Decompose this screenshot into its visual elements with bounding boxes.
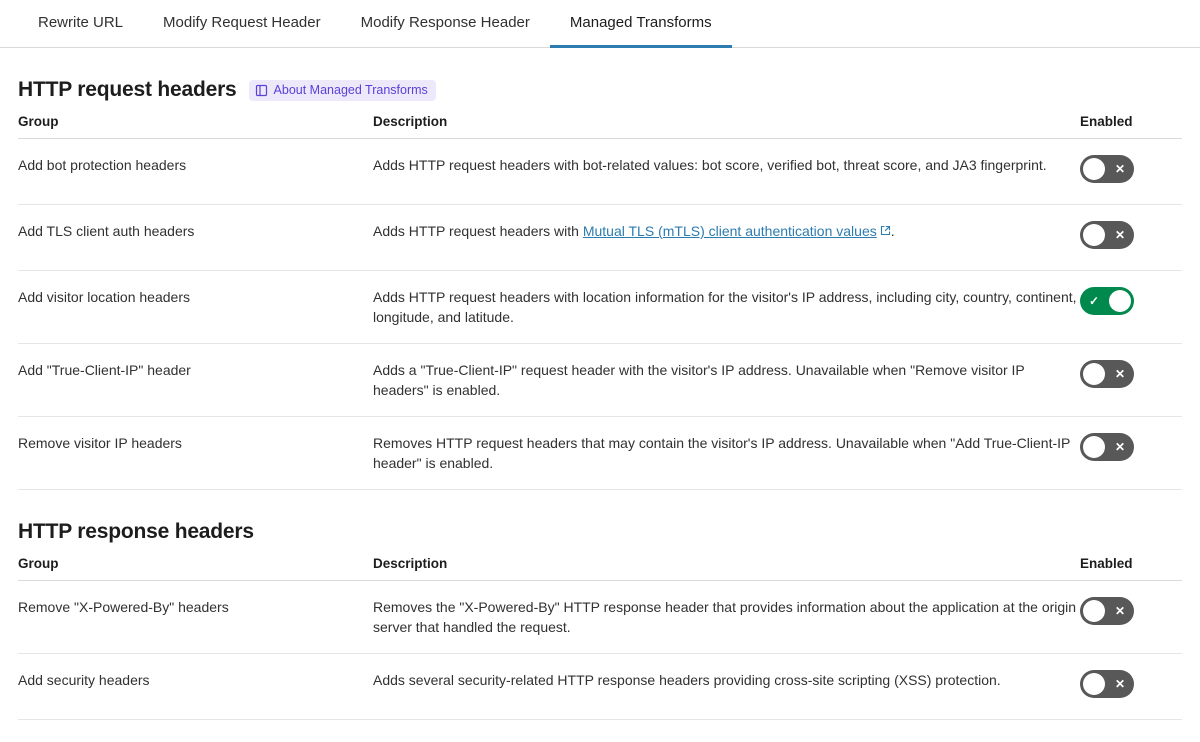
mtls-docs-link[interactable]: Mutual TLS (mTLS) client authentication values: [582, 223, 877, 239]
table-header-row: [18, 556, 1182, 581]
request-section-title: HTTP request headers: [18, 78, 237, 101]
row-description-pre: Adds HTTP request headers with: [373, 223, 583, 239]
book-icon: [255, 84, 268, 97]
table-row: [18, 417, 1182, 490]
tab-bar: [0, 0, 1200, 48]
table-row: [18, 581, 1182, 654]
column-header-description: Description: [373, 556, 1080, 581]
column-header-group: Group: [18, 114, 373, 139]
toggle-off-icon: ✕: [1114, 604, 1125, 618]
row-description: Adds a "True-Client-IP" request header with the visitor's IP address. Unavailable when "Remove visitor IP headers" is enabled.: [373, 344, 1080, 417]
row-enabled-cell: [1080, 344, 1182, 417]
column-header-group: Group: [18, 556, 373, 581]
table-row: [18, 205, 1182, 271]
row-enabled-cell: [1080, 205, 1182, 271]
http-request-headers-section: [0, 78, 1200, 490]
table-row: [18, 139, 1182, 205]
toggle-knob: [1109, 290, 1131, 312]
table-row: [18, 654, 1182, 720]
row-description: [373, 205, 1080, 271]
about-managed-transforms-link[interactable]: [249, 80, 436, 101]
row-description: Adds several security-related HTTP response headers providing cross-site scripting (XSS) protection.: [373, 654, 1080, 720]
column-header-description: Description: [373, 114, 1080, 139]
row-enabled-cell: [1080, 271, 1182, 344]
toggle-knob: [1083, 673, 1105, 695]
column-header-enabled: Enabled: [1080, 114, 1182, 139]
response-headers-table: [18, 556, 1182, 720]
row-enabled-cell: [1080, 139, 1182, 205]
toggle-add-true-client-ip-header[interactable]: [1080, 360, 1134, 388]
row-group-label: Add bot protection headers: [18, 139, 373, 205]
row-group-label: Remove visitor IP headers: [18, 417, 373, 490]
row-group-label: Add "True-Client-IP" header: [18, 344, 373, 417]
row-description: Adds HTTP request headers with bot-related values: bot score, verified bot, threat score, and JA3 fingerprint.: [373, 139, 1080, 205]
request-headers-table: [18, 114, 1182, 490]
toggle-add-security-headers[interactable]: [1080, 670, 1134, 698]
row-group-label: Add security headers: [18, 654, 373, 720]
row-enabled-cell: [1080, 581, 1182, 654]
about-managed-transforms-label: About Managed Transforms: [273, 82, 428, 97]
toggle-add-visitor-location-headers[interactable]: [1080, 287, 1134, 315]
row-description: Removes the "X-Powered-By" HTTP response header that provides information about the application at the origin server that handled the request.: [373, 581, 1080, 654]
row-description-post: .: [890, 223, 895, 239]
row-group-label: Add visitor location headers: [18, 271, 373, 344]
tab-managed-transforms[interactable]: Managed Transforms: [550, 14, 732, 48]
row-description: Adds HTTP request headers with location information for the visitor's IP address, including city, country, continent, longitude, and latitude.: [373, 271, 1080, 344]
request-section-header: [18, 78, 1182, 102]
row-description: Removes HTTP request headers that may contain the visitor's IP address. Unavailable when "Add True-Client-IP header" is enabled.: [373, 417, 1080, 490]
http-response-headers-section: [0, 520, 1200, 720]
toggle-add-bot-protection-headers[interactable]: [1080, 155, 1134, 183]
toggle-knob: [1083, 363, 1105, 385]
toggle-off-icon: ✕: [1114, 367, 1125, 381]
toggle-off-icon: ✕: [1114, 162, 1125, 176]
table-header-row: [18, 114, 1182, 139]
external-link-icon: [880, 225, 891, 236]
toggle-knob: [1083, 158, 1105, 180]
toggle-knob: [1083, 224, 1105, 246]
column-header-enabled: Enabled: [1080, 556, 1182, 581]
toggle-add-tls-client-auth-headers[interactable]: [1080, 221, 1134, 249]
row-enabled-cell: [1080, 654, 1182, 720]
toggle-on-icon: ✓: [1089, 294, 1100, 308]
toggle-off-icon: ✕: [1114, 677, 1125, 691]
toggle-off-icon: ✕: [1114, 440, 1125, 454]
toggle-off-icon: ✕: [1114, 228, 1125, 242]
response-section-title: HTTP response headers: [18, 520, 254, 543]
table-row: [18, 344, 1182, 417]
row-enabled-cell: [1080, 417, 1182, 490]
toggle-knob: [1083, 436, 1105, 458]
tab-rewrite-url[interactable]: Rewrite URL: [38, 14, 124, 31]
toggle-remove-visitor-ip-headers[interactable]: [1080, 433, 1134, 461]
toggle-remove-x-powered-by-headers[interactable]: [1080, 597, 1134, 625]
tab-modify-response-header[interactable]: Modify Response Header: [360, 14, 530, 31]
row-group-label: Remove "X-Powered-By" headers: [18, 581, 373, 654]
response-section-header: [18, 520, 1182, 544]
toggle-knob: [1083, 600, 1105, 622]
table-row: [18, 271, 1182, 344]
tab-modify-request-header[interactable]: Modify Request Header: [163, 14, 321, 31]
row-group-label: Add TLS client auth headers: [18, 205, 373, 271]
